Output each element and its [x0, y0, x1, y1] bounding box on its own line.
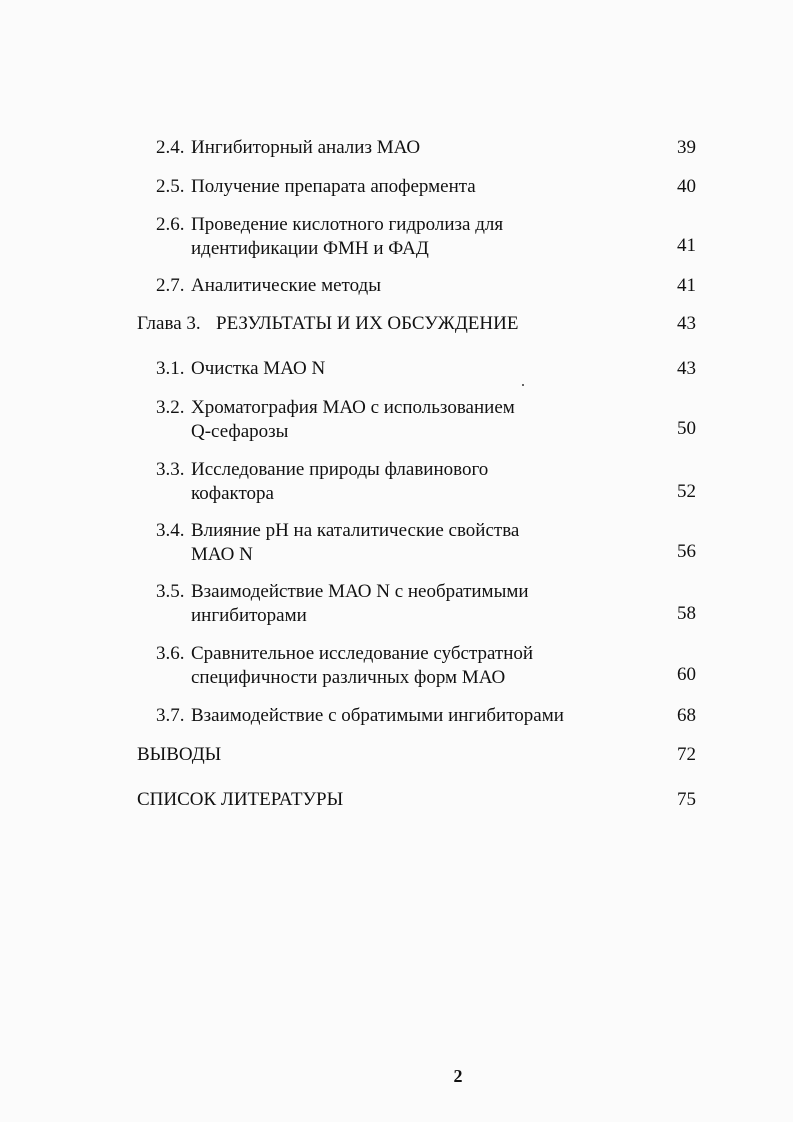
toc-entry-number: 2.4.	[156, 137, 185, 158]
toc-entry-number: 3.4.	[156, 520, 185, 541]
toc-entry-title	[191, 580, 529, 628]
toc-entry-page: 56	[677, 541, 696, 562]
toc-entry-title	[137, 743, 221, 767]
toc-entry-page: 50	[677, 418, 696, 439]
toc-entry-title-line: идентификации ФМН и ФАД	[191, 238, 429, 259]
toc-entry-title-line: Аналитические методы	[191, 275, 381, 296]
toc-entry-title	[191, 396, 515, 444]
toc-entry-title	[191, 274, 381, 298]
toc-entry-title	[216, 312, 518, 336]
toc-entry-title-line: МАО N	[191, 544, 253, 565]
toc-entry-title-line: Взаимодействие МАО N с необратимыми	[191, 581, 529, 602]
toc-entry-page: 52	[677, 481, 696, 502]
toc-entry-page: 40	[677, 176, 696, 197]
toc-entry-page: 60	[677, 664, 696, 685]
toc-entry-page: 43	[677, 358, 696, 379]
toc-entry-title-line: РЕЗУЛЬТАТЫ И ИХ ОБСУЖДЕНИЕ	[216, 313, 519, 334]
toc-entry-page: 58	[677, 603, 696, 624]
toc-entry-page: 39	[677, 137, 696, 158]
toc-entry-number: 3.7.	[156, 705, 185, 726]
toc-entry-number: Глава 3.	[137, 313, 201, 334]
toc-entry-number: 2.6.	[156, 214, 185, 235]
toc-entry-page: 43	[677, 313, 696, 334]
toc-entry-title-line: СПИСОК ЛИТЕРАТУРЫ	[137, 789, 344, 810]
toc-entry-number: 3.5.	[156, 581, 185, 602]
toc-entry-title	[191, 175, 476, 199]
toc-entry-title-line: Проведение кислотного гидролиза для	[191, 214, 504, 235]
toc-entry-number: 2.5.	[156, 176, 185, 197]
toc-entry-title-line: Взаимодействие с обратимыми ингибиторами	[191, 705, 564, 726]
page-number: 2	[453, 1066, 463, 1086]
toc-entry-page: 41	[677, 235, 696, 256]
toc-entry-title-line: Исследование природы флавинового	[191, 459, 489, 480]
toc-entry-title-line: ингибиторами	[191, 605, 307, 626]
toc-entry-page: 72	[677, 744, 696, 765]
toc-entry-page: 41	[677, 275, 696, 296]
toc-entry-number: 3.3.	[156, 459, 185, 480]
toc-entry-title-line: Получение препарата апофермента	[191, 176, 476, 197]
toc-entry-title-line: Влияние pH на каталитические свойства	[191, 520, 520, 541]
toc-entry-page: 68	[677, 705, 696, 726]
toc-entry-title-line: Q-сефарозы	[191, 421, 289, 442]
toc-entry-title-line: Хроматография МАО с использованием	[191, 397, 515, 418]
toc-entry-title	[191, 136, 420, 160]
toc-entry-title	[191, 357, 325, 381]
toc-entry-title-line: специфичности различных форм МАО	[191, 667, 506, 688]
toc-entry-number: 3.6.	[156, 643, 185, 664]
toc-entry-title-line: ВЫВОДЫ	[137, 744, 222, 765]
toc-entry-title	[191, 458, 488, 506]
toc-entry-number: 2.7.	[156, 275, 185, 296]
toc-entry-title	[191, 642, 533, 690]
toc-entry-title	[191, 213, 503, 261]
toc-entry-title	[191, 519, 519, 567]
toc-entry-number: 3.1.	[156, 358, 185, 379]
toc-entry-title-line: кофактора	[191, 483, 274, 504]
toc-entry-title-line: Очистка МАО N	[191, 358, 326, 379]
toc-entry-title-line: Сравнительное исследование субстратной	[191, 643, 534, 664]
toc-entry-title	[191, 704, 564, 728]
toc-entry-number: 3.2.	[156, 397, 185, 418]
toc-entry-title	[137, 788, 343, 812]
scan-speck	[522, 384, 524, 386]
toc-entry-page: 75	[677, 789, 696, 810]
toc-entry-title-line: Ингибиторный анализ МАО	[191, 137, 421, 158]
